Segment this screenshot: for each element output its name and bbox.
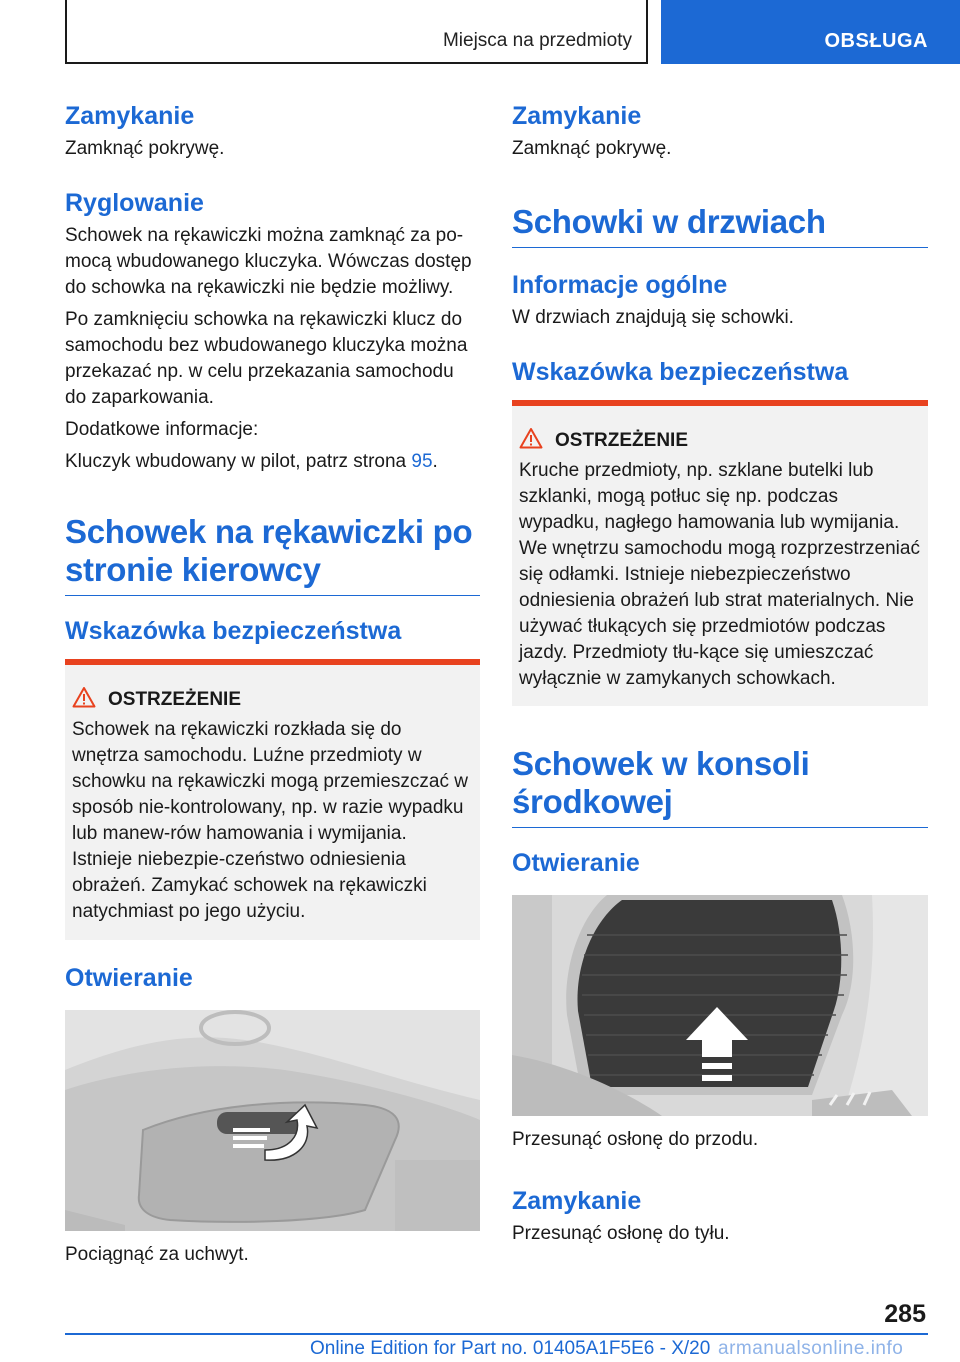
ryglowanie-paragraph-3: Dodatkowe informacje: [65, 419, 259, 440]
right-wskazowka-heading: Wskazówka bezpieczeństwa [512, 358, 849, 386]
right-zamykanie-section [512, 102, 928, 162]
header-chapter-title: OBSŁUGA [824, 30, 928, 52]
left-warning-title: OSTRZEŻENIE [108, 689, 242, 710]
right-otwieranie-heading: Otwieranie [512, 849, 640, 877]
warning-triangle-icon [519, 427, 555, 455]
right-otwieranie-caption-block [512, 1127, 928, 1153]
ryglowanie-paragraph-4 [65, 449, 480, 475]
right-zamykanie2-heading: Zamykanie [512, 1187, 642, 1215]
left-warning-box [65, 659, 480, 940]
drzwi-heading: Schowki w drzwiach [512, 203, 826, 240]
right-zamykanie2-section [512, 1187, 928, 1247]
left-otwieranie-section [65, 964, 480, 993]
left-otwieranie-caption: Pociągnąć za uchwyt. [65, 1244, 249, 1265]
warning-triangle-icon [72, 686, 108, 714]
footer-rule [65, 1333, 928, 1335]
right-zamykanie2-text: Przesunąć osłonę do tyłu. [512, 1223, 730, 1244]
header-section-title: Miejsca na przedmioty [442, 30, 632, 51]
console-photo [512, 895, 928, 1116]
watermark-text: armanualsonline.info [718, 1338, 904, 1359]
right-otwieranie-section [512, 849, 928, 878]
left-zamykanie-text: Zamknąć pokrywę. [65, 138, 225, 159]
schowek-kierowcy-heading: Schowek na rękawiczki po stronie kierowcy [65, 513, 473, 588]
left-otwieranie-caption-block [65, 1242, 480, 1268]
ryglowanie-paragraph-1: Schowek na rękawiczki można zamknąć za po‐mocą wbudowanego kluczyka. Wówczas dostęp do schowka na rękawiczki nie będzie możliwy. [65, 225, 472, 298]
left-warning-header [72, 687, 472, 713]
right-warning-box [512, 400, 928, 706]
page-95-link[interactable]: 95 [411, 451, 433, 472]
konsola-heading: Schowek w konsoli środkowej [512, 745, 810, 820]
right-warning-header [519, 428, 920, 454]
info-text: W drzwiach znajdują się schowki. [512, 307, 794, 328]
ryglowanie-section [65, 189, 480, 475]
header-section-box [65, 0, 648, 64]
right-zamykanie-text: Zamknąć pokrywę. [512, 138, 672, 159]
konsola-section [512, 745, 928, 828]
right-wskazowka-section [512, 358, 928, 387]
left-zamykanie-section [65, 102, 480, 162]
right-warning-text: Kruche przedmioty, np. szklane butelki lub szklanki, mogą potłuc się np. podczas wypadku, nagłego hamowania lub wymijania. We wnętrzu samochodu mogą rozprzestrzeniać się odłamki. Istnieje niebezpieczeństwo odniesienia obrażeń lub strat materialnych. Nie używać tłukących się przedmiotów podczas jazdy. Przedmioty tłu‐kące się umieszczać wyłącznie w zamykanych schowkach. [519, 460, 920, 689]
left-otwieranie-heading: Otwieranie [65, 964, 193, 992]
ryglowanie-p4-text: Kluczyk wbudowany w pilot, patrz strona [65, 451, 412, 472]
left-zamykanie-heading: Zamykanie [65, 102, 195, 130]
drzwi-section [512, 203, 928, 248]
left-wskazowka-heading: Wskazówka bezpieczeństwa [65, 617, 402, 645]
glovebox-photo [65, 1010, 480, 1231]
ryglowanie-p4-end: . [432, 451, 438, 472]
edition-text: Online Edition for Part no. 01405A1F5E6 - X/20 [310, 1338, 711, 1359]
page-number: 285 [884, 1300, 926, 1328]
right-warning-title: OSTRZEŻENIE [555, 430, 689, 451]
info-section [512, 271, 928, 331]
ryglowanie-paragraph-2: Po zamknięciu schowka na rękawiczki klucz do samochodu bez wbudowanego kluczyka można przekazać np. w celu przekazania samochodu do zaparkowania. [65, 309, 468, 408]
ryglowanie-heading: Ryglowanie [65, 189, 204, 217]
left-wskazowka-section [65, 617, 480, 646]
info-heading: Informacje ogólne [512, 271, 728, 299]
right-otwieranie-caption: Przesunąć osłonę do przodu. [512, 1129, 759, 1150]
left-warning-text: Schowek na rękawiczki rozkłada się do wnętrza samochodu. Luźne przedmioty w schowku na rękawiczki mogą przemieszczać w sposób nie‐kontrolowany, np. w razie wypadku lub manew‐rów hamowania i wymijania. Istnieje niebezpie‐czeństwo odniesienia obrażeń. Zamykać schowek na rękawiczki natychmiast po jego użyciu. [72, 719, 468, 922]
schowek-kierowcy-section [65, 513, 480, 596]
right-zamykanie-heading: Zamykanie [512, 102, 642, 130]
header-chapter-tab [661, 0, 960, 64]
